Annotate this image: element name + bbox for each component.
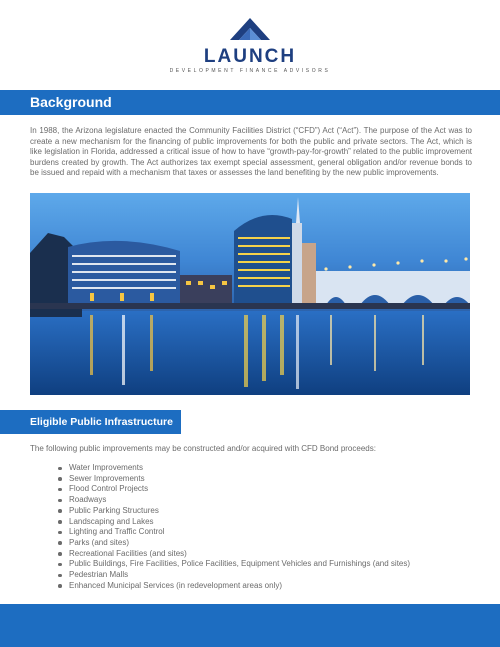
list-item: Parks (and sites) — [58, 538, 410, 549]
skyline-photo — [30, 193, 470, 395]
list-item: Water Improvements — [58, 463, 410, 474]
list-item: Enhanced Municipal Services (in redevelopment areas only) — [58, 581, 410, 592]
eligible-section-tab — [0, 410, 181, 434]
infrastructure-list — [58, 463, 410, 591]
eligible-lead: The following public improvements may be constructed and/or acquired with CFD Bond proceeds: — [30, 444, 376, 453]
list-item: Roadways — [58, 495, 410, 506]
list-item: Public Buildings, Fire Facilities, Police Facilities, Equipment Vehicles and Furnishings (and sites) — [58, 559, 410, 570]
footer-band — [0, 604, 500, 647]
list-item: Sewer Improvements — [58, 474, 410, 485]
logo — [0, 18, 500, 74]
launch-chevron-icon — [228, 18, 272, 46]
list-item: Pedestrian Malls — [58, 570, 410, 581]
background-heading: Background — [30, 94, 112, 110]
background-section-band — [0, 90, 500, 115]
list-item: Flood Control Projects — [58, 484, 410, 495]
background-paragraph: In 1988, the Arizona legislature enacted the Community Facilities District (“CFD”) Act (“Act”). The purpose of the Act was to create a new mechanism for the financing of public improvements for both the public and private sectors. The Act, which is like legislation in Florida, addressed a critical issue of how to have “growth-pay-for-growth” related to the public improvement burdens created by growth. The Act authorizes tax exempt special assessment, general obligation and/or revenue bonds to be issued and repaid with a mechanism that taxes or assesses the land benefiting by the new public improvements. — [30, 126, 472, 177]
list-item: Recreational Facilities (and sites) — [58, 549, 410, 560]
logo-wordmark: LAUNCH — [203, 46, 297, 67]
list-item: Lighting and Traffic Control — [58, 527, 410, 538]
list-item: Landscaping and Lakes — [58, 517, 410, 528]
eligible-heading: Eligible Public Infrastructure — [30, 416, 173, 428]
list-item: Public Parking Structures — [58, 506, 410, 517]
logo-tagline: DEVELOPMENT FINANCE ADVISORS — [169, 68, 331, 74]
